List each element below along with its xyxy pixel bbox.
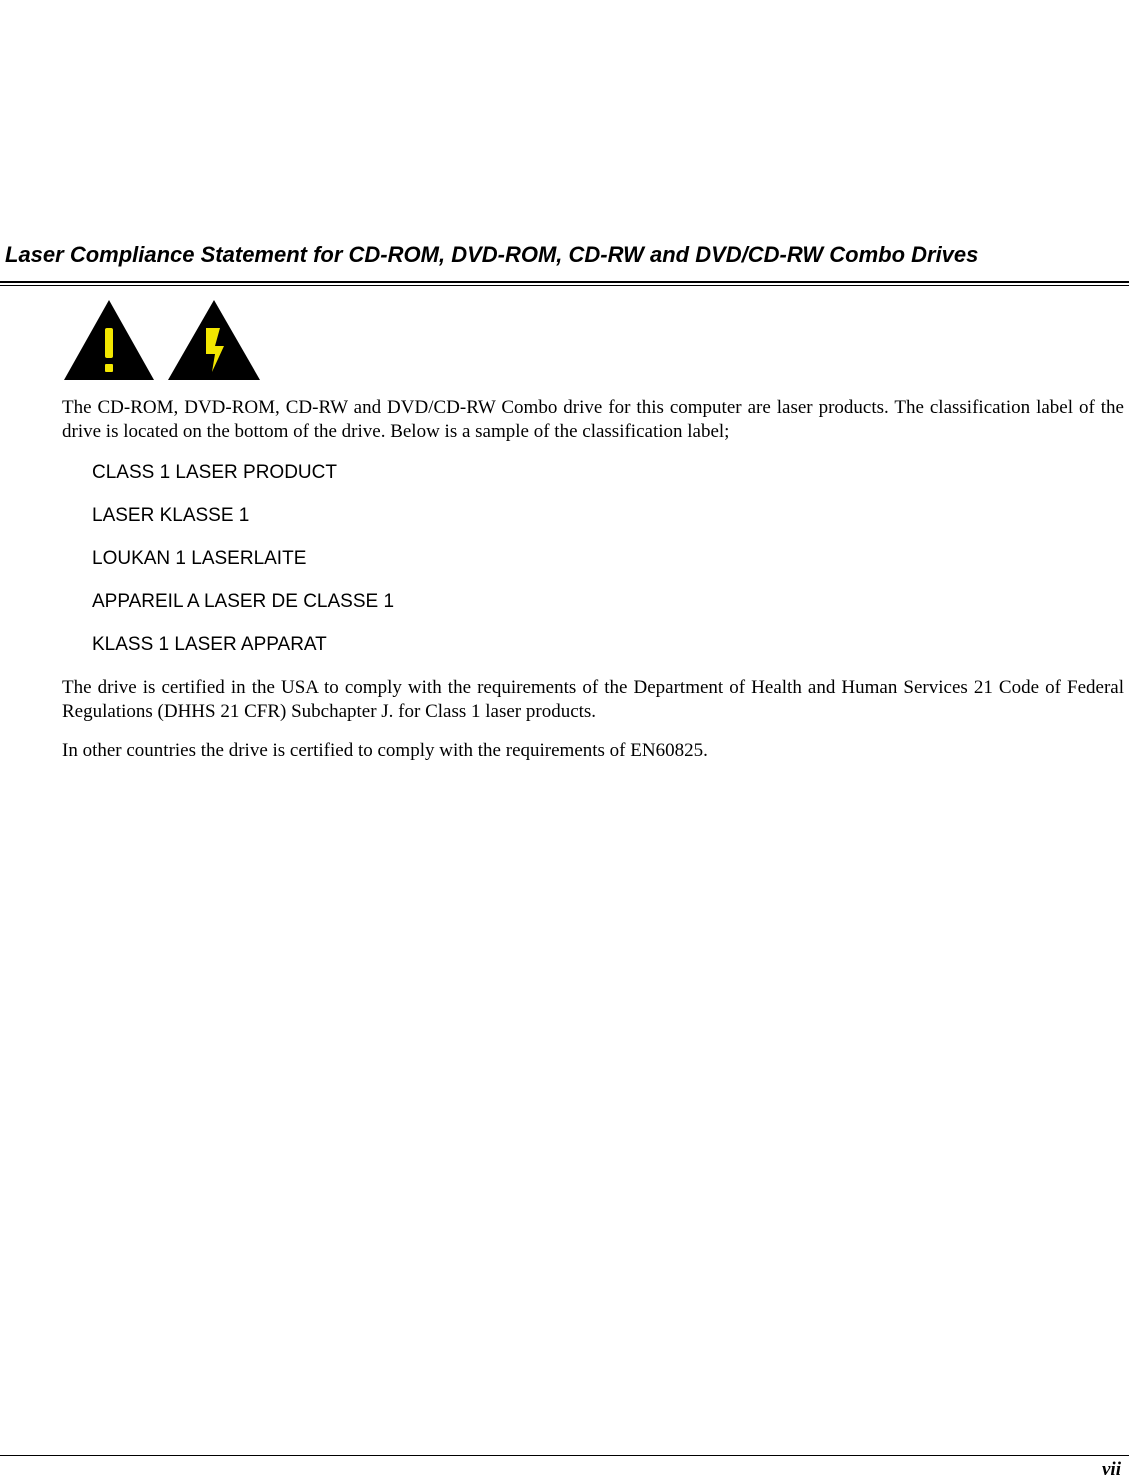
- intro-paragraph: The CD-ROM, DVD-ROM, CD-RW and DVD/CD-RW Combo drive for this computer are laser products. The classification label of the drive is located on the bottom of the drive. Below is a sample of the classification label;: [62, 397, 1124, 442]
- footer-rule: [0, 1455, 1129, 1456]
- classification-label-list: [92, 460, 394, 675]
- classification-label: CLASS 1 LASER PRODUCT: [92, 462, 337, 483]
- classification-label: LASER KLASSE 1: [92, 505, 250, 526]
- classification-label: APPAREIL A LASER DE CLASSE 1: [92, 591, 395, 612]
- classification-label: KLASS 1 LASER APPARAT: [92, 634, 327, 655]
- usa-certification-paragraph: The drive is certified in the USA to comply with the requirements of the Department of Health and Human Services 21 Code of Federal Regulations (DHHS 21 CFR) Subchapter J. for Class 1 laser products.: [62, 677, 1124, 722]
- warning-icons: [62, 298, 262, 382]
- title-rule-thin: [0, 285, 1129, 286]
- electrical-hazard-icon: [166, 298, 262, 382]
- exclamation-warning-icon: [62, 298, 156, 382]
- other-countries-paragraph: In other countries the drive is certified to comply with the requirements of EN60825.: [62, 740, 708, 761]
- page-number: vii: [1102, 1459, 1121, 1480]
- title-rule-thick: [0, 281, 1129, 283]
- section-title: Laser Compliance Statement for CD-ROM, DVD-ROM, CD-RW and DVD/CD-RW Combo Drives: [5, 242, 979, 267]
- classification-label: LOUKAN 1 LASERLAITE: [92, 548, 307, 569]
